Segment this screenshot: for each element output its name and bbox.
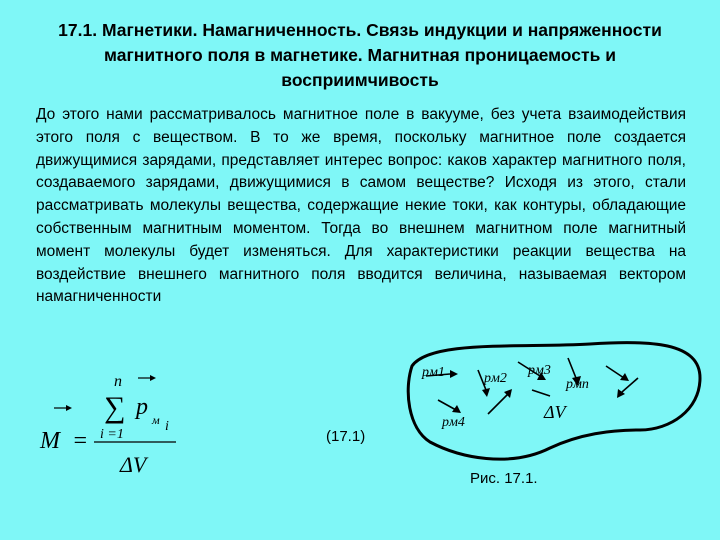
magnetization-formula (34, 362, 224, 482)
label-pm4: pм4 (442, 415, 465, 430)
formula-term: p (136, 394, 148, 420)
vector-arrowhead-icon (150, 375, 156, 381)
figure-caption: Рис. 17.1. (470, 470, 538, 487)
label-pmn: pмn (566, 377, 589, 392)
label-pm3: pм3 (528, 363, 551, 378)
label-delta-v: ΔV (544, 402, 566, 422)
sum-lower-limit: i =1 (100, 427, 124, 442)
vector-arrowhead-icon (66, 405, 72, 411)
formula-lhs: M (40, 428, 60, 454)
body-paragraph: До этого нами рассматривалось магнитное поле в вакууме, без учета взаимодействия этого поля с веществом. В то же время, поскольку магнитное поле создается движущимися зарядами, представляет интерес вопрос: каков характер магнитного поля, создаваемого зарядами, движущимися в самом веществе? Исходя из этого, стали рассматривать молекулы вещества, содержащие некие токи, как контуры, обладающие собственным магнитным моментом. Тогда во внешнем магнитном поле магнитный момент молекулы будет изменяться. Для характеристики реакции вещества на воздействие внешнего магнитного поля вводится величина, называемая вектором намагниченности (36, 106, 686, 306)
slide-title: 17.1. Магнетики. Намагниченность. Связь индукции и напряженности магнитного поля в магнетике. Магнитная проницаемость и восприимчивость (58, 20, 662, 90)
formula-denominator: ΔV (120, 452, 147, 477)
figure-magnetic-moments (400, 330, 710, 470)
equation-number: (17.1) (326, 428, 366, 445)
sum-symbol: ∑ (104, 391, 126, 424)
formula-term-sub: м (152, 413, 160, 427)
formula-equals: = (72, 428, 89, 454)
formula-term-index: i (165, 419, 169, 434)
volume-outline (408, 343, 700, 460)
sum-upper-limit: n (114, 373, 122, 390)
label-pm2: pм2 (484, 371, 507, 386)
label-pm1: pм1 (422, 365, 445, 380)
